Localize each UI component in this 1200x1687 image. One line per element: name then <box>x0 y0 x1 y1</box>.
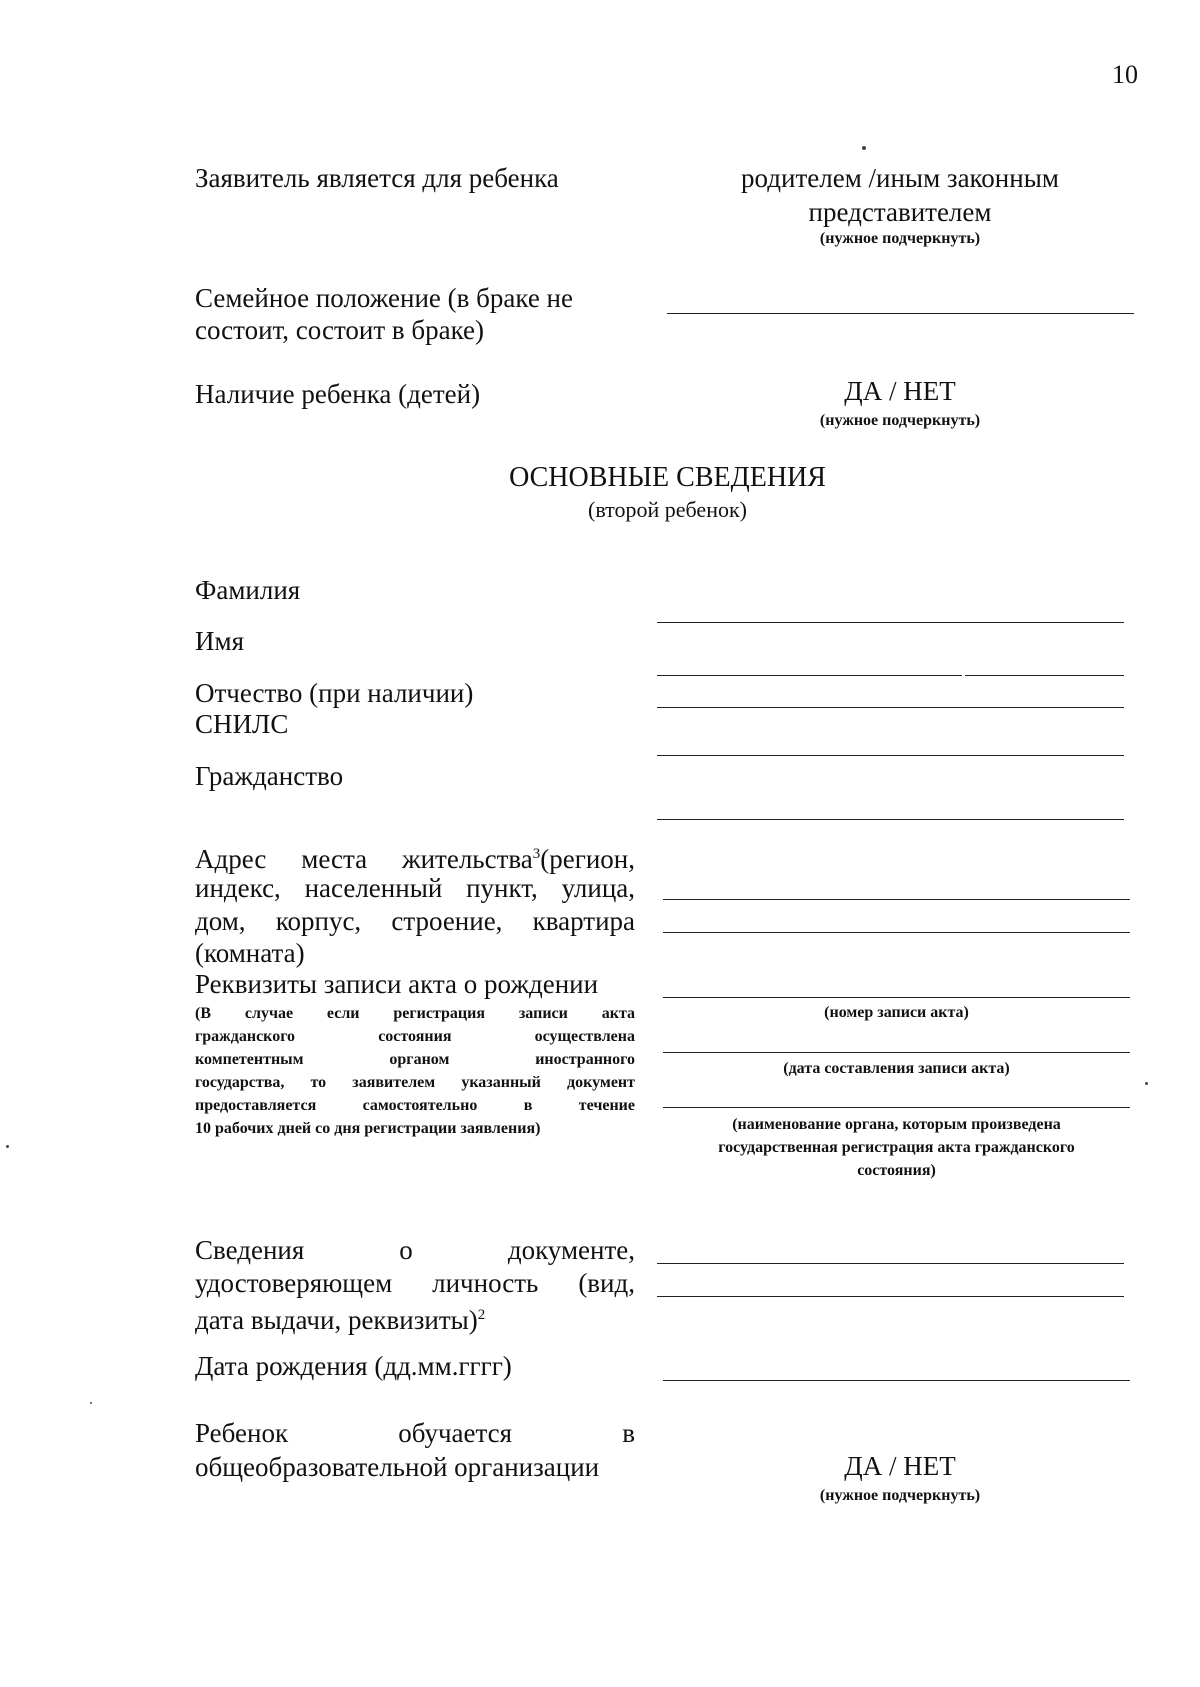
address-input-line-2[interactable] <box>663 932 1130 933</box>
identity-label-line3: дата выдачи, реквизиты)$^2$ <box>195 1305 486 1335</box>
school-value[interactable]: ДА / НЕТ <box>844 1451 956 1481</box>
address-label-line1: Адрес места жительства$^3$(регион, <box>195 844 635 874</box>
marital-input-line[interactable] <box>667 313 1134 314</box>
patronymic-input-line[interactable] <box>657 707 1124 708</box>
identity-label-line1: Сведения о документе, <box>195 1235 635 1265</box>
citizenship-input-line[interactable] <box>657 819 1124 820</box>
record-authority-hint-1: (наименование органа, которым произведена <box>732 1116 1061 1133</box>
applicant-value-line2[interactable]: представителем <box>808 197 992 227</box>
marital-label-line1: Семейное положение (в браке не <box>195 283 573 313</box>
birth-date-input-line[interactable] <box>663 1380 1130 1381</box>
record-date-hint: (дата составления записи акта) <box>783 1060 1010 1077</box>
children-label: Наличие ребенка (детей) <box>195 379 481 409</box>
scan-speck <box>1145 1082 1148 1085</box>
address-input-line-1[interactable] <box>663 899 1130 900</box>
surname-input-line[interactable] <box>657 622 1124 623</box>
name-label: Имя <box>195 626 245 656</box>
address-label-line3: дом, корпус, строение, квартира <box>195 906 635 936</box>
patronymic-label: Отчество (при наличии) <box>195 678 474 708</box>
children-value[interactable]: ДА / НЕТ <box>844 376 956 406</box>
children-hint: (нужное подчеркнуть) <box>819 412 981 429</box>
section-title: ОСНОВНЫЕ СВЕДЕНИЯ <box>509 462 826 493</box>
section-subtitle: (второй ребенок) <box>588 497 747 522</box>
surname-label: Фамилия <box>195 575 301 605</box>
birth-date-label: Дата рождения (дд.мм.гггг) <box>195 1351 512 1381</box>
record-authority-input-line[interactable] <box>663 1107 1130 1108</box>
birth-record-note-4: государства, то заявителем указанный документ <box>195 1074 635 1091</box>
name-input-line-2[interactable] <box>965 675 1124 676</box>
page-number: 10 <box>1112 60 1138 89</box>
birth-record-note-2: гражданского состояния осуществлена <box>195 1028 635 1045</box>
birth-record-note-6: 10 рабочих дней со дня регистрации заявления) <box>195 1120 541 1137</box>
identity-input-line-2[interactable] <box>657 1296 1124 1297</box>
birth-record-note-5: предоставляется самостоятельно в течение <box>195 1097 635 1114</box>
applicant-label: Заявитель является для ребенка <box>195 163 559 193</box>
record-number-input-line[interactable] <box>663 997 1130 998</box>
address-label-line2: индекс, населенный пункт, улица, <box>195 873 635 903</box>
snils-label: СНИЛС <box>195 709 289 739</box>
record-authority-hint-2: государственная регистрация акта гражданского <box>718 1139 1075 1156</box>
record-date-input-line[interactable] <box>663 1052 1130 1053</box>
school-label-line1: Ребенок обучается в <box>195 1418 635 1448</box>
birth-record-note-3: компетентным органом иностранного <box>195 1051 635 1068</box>
identity-label-line2: удостоверяющем личность (вид, <box>195 1268 635 1298</box>
scan-speck <box>862 146 866 150</box>
birth-record-note-1: (В случае если регистрация записи акта <box>195 1005 635 1022</box>
school-label-line2: общеобразовательной организации <box>195 1452 600 1482</box>
snils-input-line[interactable] <box>657 755 1124 756</box>
scan-speck <box>90 1402 92 1404</box>
record-number-hint: (номер записи акта) <box>824 1004 969 1021</box>
identity-input-line-1[interactable] <box>657 1263 1124 1264</box>
name-input-line[interactable] <box>657 675 962 676</box>
citizenship-label: Гражданство <box>195 761 344 791</box>
applicant-value-line1[interactable]: родителем /иным законным <box>741 163 1059 193</box>
address-label-line4: (комната) <box>195 938 305 968</box>
scan-speck <box>6 1145 9 1148</box>
applicant-hint: (нужное подчеркнуть) <box>819 230 981 247</box>
marital-label-line2: состоит, состоит в браке) <box>195 315 485 345</box>
birth-record-label: Реквизиты записи акта о рождении <box>195 969 599 999</box>
record-authority-hint-3: состояния) <box>857 1162 936 1179</box>
school-hint: (нужное подчеркнуть) <box>819 1487 981 1504</box>
